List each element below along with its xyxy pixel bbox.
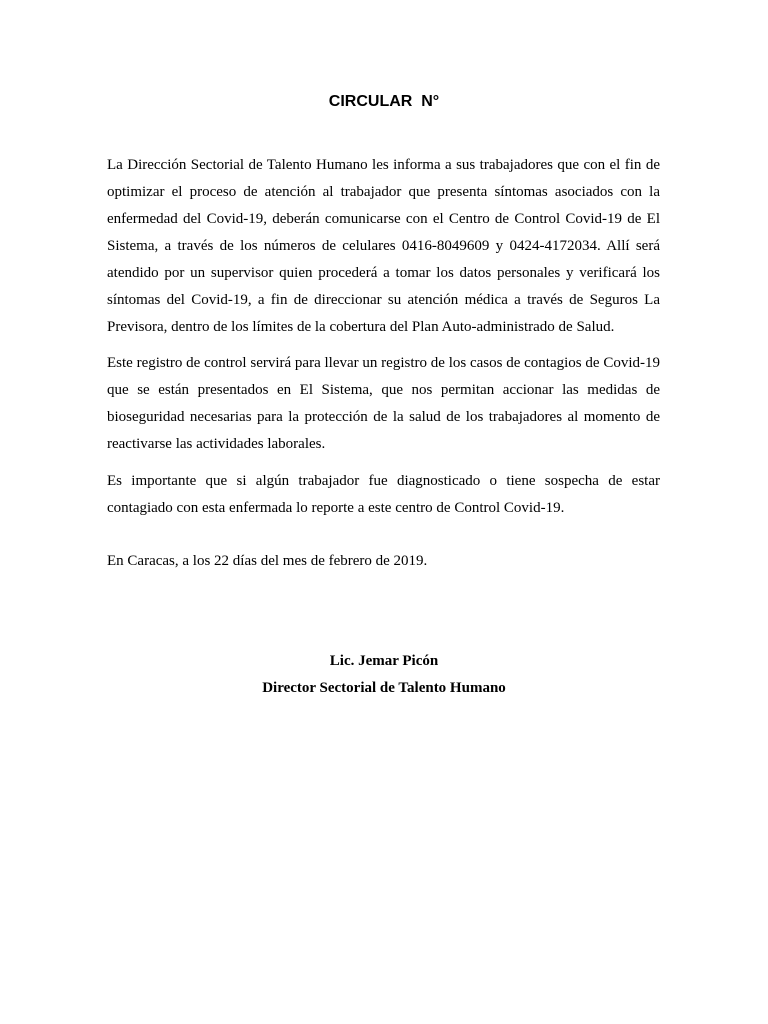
- date-line: En Caracas, a los 22 días del mes de febrero de 2019.: [107, 553, 428, 569]
- paragraph-1: La Dirección Sectorial de Talento Humano les informa a sus trabajadores que con el fin de optimizar el proceso de atención al trabajador que presenta síntomas asociados con la enfermedad del Covid-19, deberán comunicarse con el Centro de Control Covid-19 de El Sistema, a través de los números de celulares 0416-8049609 y 0424-4172034. Allí será atendido por un supervisor quien procederá a tomar los datos personales y verificará los síntomas del Covid-19, a fin de direccionar su atención médica a través de Seguros La Previsora, dentro de los límites de la cobertura del Plan Auto-administrado de Salud.: [107, 157, 660, 335]
- signature-role: Director Sectorial de Talento Humano: [262, 680, 506, 696]
- document-title: CIRCULAR N°: [328, 93, 440, 110]
- paragraph-3: Es importante que si algún trabajador fue diagnosticado o tiene sospecha de estar contagiado con esta enfermada lo reporte a este centro de Control Covid-19.: [107, 473, 660, 516]
- paragraph-2: Este registro de control servirá para llevar un registro de los casos de contagios de Covid-19 que se están presentados en El Sistema, que nos permitan accionar las medidas de bioseguridad necesarias para la protección de la salud de los trabajadores al momento de reactivarse las actividades laborales.: [107, 355, 660, 452]
- signature-name: Lic. Jemar Picón: [329, 653, 439, 669]
